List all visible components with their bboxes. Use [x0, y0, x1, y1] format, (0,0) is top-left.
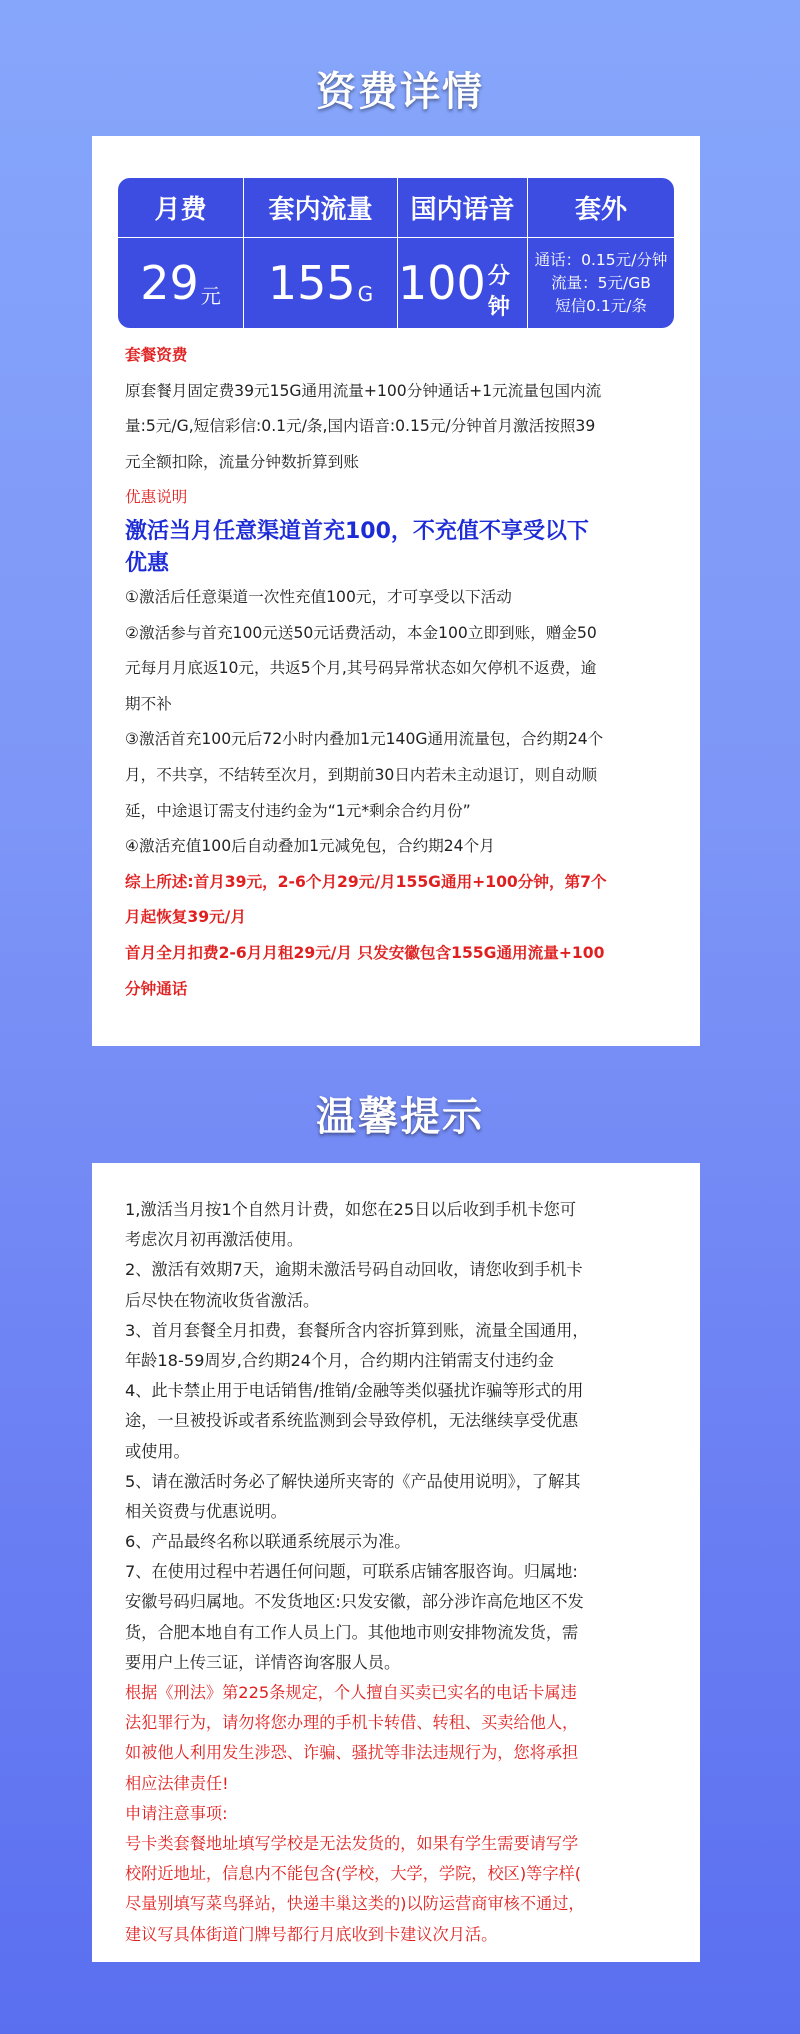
tip-text: 或使用。 — [125, 1441, 190, 1461]
promo-text: 月，不共享，不结转至次月，到期前30日内若未主动退订，则自动顺 — [125, 765, 598, 784]
extra-rates-cell — [528, 238, 674, 328]
summary-text: 首月全月扣费2-6月月租29元/月 只发安徽包含155G通用流量+100 — [125, 943, 605, 962]
warning-text: 根据《刑法》第225条规定，个人擅自买卖已实名的电话卡属违 — [125, 1683, 577, 1702]
promo-text: ②激活参与首充100元送50元话费活动，本金100立即到账，赠金50 — [125, 623, 597, 642]
header-monthly-fee: 月费 — [118, 178, 244, 237]
fees-content — [125, 338, 673, 1007]
tip-text: 要用户上传三证，详情咨询客服人员。 — [125, 1652, 401, 1672]
promo-heading: 优惠说明 — [125, 488, 188, 507]
extra-data-rate: 流量：5元/GB — [551, 273, 651, 292]
tip-text: 货，合肥本地自有工作人员上门。其他地市则安排物流发货，需 — [125, 1622, 579, 1642]
tip-text: 3、首月套餐全月扣费，套餐所含内容折算到账，流量全国通用， — [125, 1320, 589, 1340]
tip-text: 4、此卡禁止用于电话销售/推销/金融等类似骚扰诈骗等形式的用 — [125, 1381, 584, 1401]
data-cell — [244, 238, 398, 328]
warning-text: 校附近地址，信息内不能包含(学校，大学，学院，校区)等字样( — [125, 1864, 582, 1884]
tip-text: 年龄18-59周岁,合约期24个月，合约期内注销需支付违约金 — [125, 1350, 554, 1370]
extra-sms-rate: 短信0.1元/条 — [555, 296, 647, 315]
warning-text: 法犯罪行为，请勿将您办理的手机卡转借、转租、买卖给他人， — [125, 1713, 579, 1733]
fees-section-title: 资费详情 — [316, 69, 484, 115]
voice-value: 100 — [398, 256, 486, 310]
price-table-values — [118, 238, 674, 328]
package-text: 量:5元/G,短信彩信:0.1元/条,国内语音:0.15元/分钟首月激活按照39 — [125, 417, 596, 436]
fees-card — [92, 136, 700, 1046]
promo-title: 优惠 — [125, 550, 170, 576]
monthly-fee-value: 29 — [140, 256, 199, 310]
voice-cell — [398, 238, 528, 328]
package-heading: 套餐资费 — [125, 346, 188, 364]
tip-text: 后尽快在物流收货省激活。 — [125, 1290, 320, 1310]
price-table — [118, 178, 674, 328]
data-unit: G — [357, 282, 374, 306]
promo-text: 延，中途退订需支付违约金为“1元*剩余合约月份” — [125, 801, 471, 820]
monthly-fee-unit: 元 — [200, 283, 221, 308]
summary-text: 月起恢复39元/月 — [125, 908, 246, 927]
summary-text: 分钟通话 — [125, 979, 188, 998]
warning-text: 相应法律责任! — [125, 1773, 229, 1793]
header-data: 套内流量 — [244, 178, 398, 237]
application-notes-heading: 申请注意事项: — [125, 1803, 228, 1823]
promo-text: 元每月月底返10元，共返5个月,其号码异常状态如欠停机不返费，逾 — [125, 659, 597, 678]
tip-text: 安徽号码归属地。不发货地区:只发安徽，部分涉诈高危地区不发 — [125, 1592, 584, 1612]
warning-text: 尽量别填写菜鸟驿站，快递丰巢这类的)以防运营商审核不通过， — [125, 1894, 585, 1914]
data-value: 155 — [267, 256, 356, 310]
warning-text: 号卡类套餐地址填写学校是无法发货的，如果有学生需要请写学 — [125, 1833, 579, 1853]
extra-call-rate: 通话：0.15元/分钟 — [534, 250, 668, 269]
promo-text: ④激活充值100后自动叠加1元减免包，合约期24个月 — [125, 837, 495, 856]
price-table-header — [118, 178, 674, 238]
tips-section-title: 温馨提示 — [316, 1094, 484, 1140]
package-text: 元全额扣除，流量分钟数折算到账 — [125, 452, 359, 471]
summary-text: 综上所述:首月39元，2-6个月29元/月155G通用+100分钟，第7个 — [125, 872, 607, 891]
package-text: 原套餐月固定费39元15G通用流量+100分钟通话+1元流量包国内流 — [125, 381, 602, 400]
tip-text: 7、在使用过程中若遇任何问题，可联系店铺客服咨询。归属地: — [125, 1562, 578, 1582]
tip-text: 1,激活当月按1个自然月计费，如您在25日以后收到手机卡您可 — [125, 1200, 577, 1219]
tip-text: 6、产品最终名称以联通系统展示为准。 — [125, 1532, 411, 1552]
warning-text: 建议写具体街道门牌号都行月底收到卡建议次月活。 — [125, 1924, 498, 1944]
tip-text: 5、请在激活时务必了解快递所夹寄的《产品使用说明》，了解其 — [125, 1471, 581, 1491]
tip-text: 途，一旦被投诉或者系统监测到会导致停机，无法继续享受优惠 — [125, 1411, 579, 1431]
warning-text: 如被他人利用发生涉恐、诈骗、骚扰等非法违规行为，您将承担 — [125, 1743, 579, 1763]
monthly-fee-cell — [118, 238, 244, 328]
promo-text: ①激活后任意渠道一次性充值100元，才可享受以下活动 — [125, 587, 512, 606]
header-voice: 国内语音 — [398, 178, 528, 237]
tip-text: 考虑次月初再激活使用。 — [125, 1230, 304, 1250]
tip-text: 2、激活有效期7天，逾期未激活号码自动回收，请您收到手机卡 — [125, 1260, 583, 1280]
header-extra: 套外 — [574, 195, 627, 225]
promo-title: 激活当月任意渠道首充100，不充值不享受以下 — [125, 518, 589, 544]
tips-content — [125, 1195, 673, 1950]
tip-text: 相关资费与优惠说明。 — [125, 1501, 287, 1521]
tips-card — [92, 1163, 700, 1962]
promo-text: ③激活首充100元后72小时内叠加1元140G通用流量包，合约期24个 — [125, 730, 604, 749]
voice-unit: 分钟 — [487, 264, 510, 320]
promo-text: 期不补 — [125, 694, 172, 713]
